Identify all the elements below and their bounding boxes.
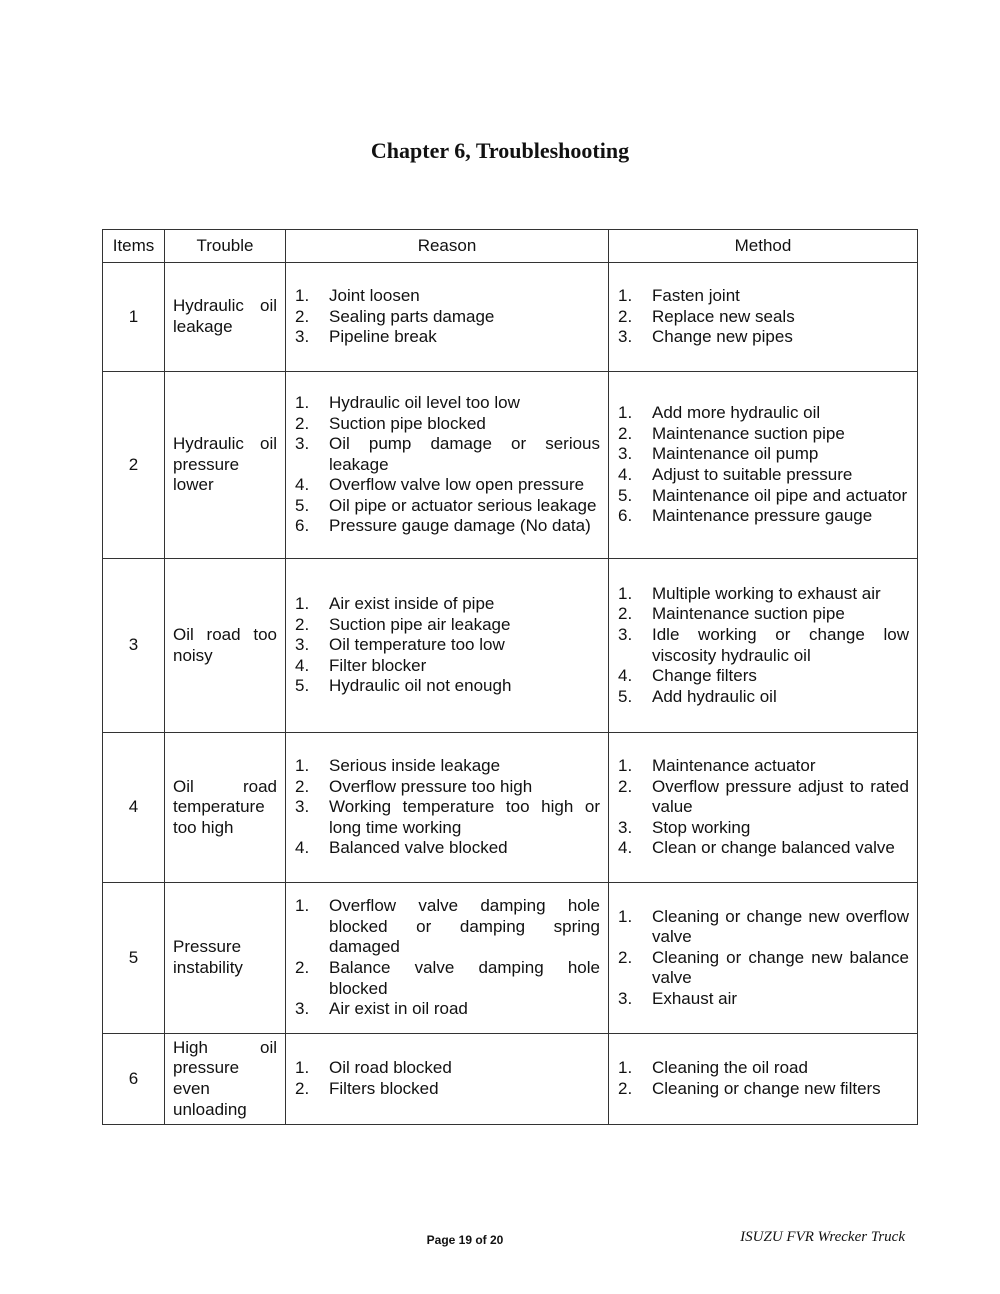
list-number: 5. — [618, 686, 633, 706]
method-list — [618, 1058, 909, 1099]
list-text: Cleaning the oil road — [652, 1058, 808, 1078]
footer-brand: ISUZU FVR Wrecker Truck — [740, 1229, 905, 1245]
list-number: 2. — [295, 614, 310, 634]
method-item — [618, 777, 909, 818]
reason-cell — [286, 733, 609, 883]
method-list — [618, 584, 909, 708]
table-header-row — [103, 230, 918, 263]
table-row — [103, 883, 918, 1034]
list-number: 5. — [295, 495, 310, 515]
method-item — [618, 989, 909, 1010]
list-text: Add hydraulic oil — [652, 686, 777, 706]
list-text: Maintenance oil pump — [652, 444, 819, 464]
method-list — [618, 907, 909, 1010]
list-text: Suction pipe blocked — [329, 413, 486, 433]
list-text: Suction pipe air leakage — [329, 614, 511, 634]
reason-item — [295, 797, 600, 838]
list-number: 3. — [295, 327, 310, 347]
list-text: Serious inside leakage — [329, 756, 501, 776]
list-text: Joint loosen — [329, 286, 420, 306]
page-title: Chapter 6, Troubleshooting — [370, 138, 630, 163]
table-row — [103, 372, 918, 559]
table-row — [103, 559, 918, 733]
list-number: 3. — [618, 988, 633, 1008]
list-number: 3. — [618, 327, 633, 347]
trouble-description: Hydraulic oil leakage — [165, 263, 286, 372]
item-number: 3 — [103, 559, 165, 733]
list-text: Oil temperature too low — [329, 635, 505, 655]
method-item — [618, 286, 909, 307]
method-cell — [609, 883, 918, 1034]
reason-item — [295, 635, 600, 656]
method-item — [618, 1079, 909, 1100]
method-item — [618, 756, 909, 777]
list-text: Overflow valve damping hole blocked or damping spring damaged — [329, 896, 600, 957]
list-text: Maintenance pressure gauge — [652, 506, 873, 526]
table-row — [103, 263, 918, 372]
list-text: Clean or change balanced valve — [652, 838, 895, 858]
list-number: 1. — [295, 896, 310, 916]
list-text: Air exist inside of pipe — [329, 594, 495, 614]
list-number: 2. — [295, 306, 310, 326]
list-text: Hydraulic oil not enough — [329, 676, 512, 696]
item-number: 6 — [103, 1034, 165, 1125]
trouble-description: Pressure instability — [165, 883, 286, 1034]
list-number: 3. — [295, 999, 310, 1019]
list-number: 1. — [295, 392, 310, 412]
reason-item — [295, 475, 600, 496]
reason-item — [295, 656, 600, 677]
method-item — [618, 625, 909, 666]
list-number: 2. — [295, 1079, 310, 1098]
list-text: Filters blocked — [329, 1079, 439, 1098]
list-text: Pipeline break — [329, 327, 437, 347]
trouble-description: Oil road too noisy — [165, 559, 286, 733]
reason-cell — [286, 263, 609, 372]
method-item — [618, 948, 909, 989]
method-item — [618, 403, 909, 424]
list-text: Cleaning or change new balance valve — [652, 947, 909, 988]
list-number: 4. — [295, 475, 310, 495]
method-item — [618, 307, 909, 328]
method-item — [618, 486, 909, 507]
list-text: Balanced valve blocked — [329, 838, 508, 858]
table-row — [103, 1034, 918, 1125]
list-text: Maintenance oil pipe and actuator — [652, 485, 908, 505]
reason-item — [295, 594, 600, 615]
method-cell — [609, 733, 918, 883]
list-number: 2. — [618, 776, 633, 796]
list-number: 1. — [618, 286, 633, 306]
method-item — [618, 584, 909, 605]
reason-cell — [286, 372, 609, 559]
list-number: 4. — [295, 838, 310, 858]
page-number: Page 19 of 20 — [426, 1233, 504, 1247]
table-body — [103, 263, 918, 1125]
reason-item — [295, 999, 600, 1020]
header-method: Method — [609, 230, 918, 263]
list-text: Filter blocker — [329, 655, 427, 675]
item-number: 4 — [103, 733, 165, 883]
list-text: Replace new seals — [652, 306, 795, 326]
list-number: 3. — [295, 797, 310, 817]
list-text: Adjust to suitable pressure — [652, 465, 853, 484]
list-number: 6. — [618, 506, 633, 526]
list-number: 2. — [618, 947, 633, 967]
reason-item — [295, 896, 600, 958]
list-number: 2. — [618, 306, 633, 326]
item-number: 2 — [103, 372, 165, 559]
method-cell — [609, 1034, 918, 1125]
list-text: Air exist in oil road — [329, 999, 468, 1019]
list-number: 3. — [295, 635, 310, 655]
list-number: 3. — [295, 434, 310, 454]
reason-item — [295, 1079, 600, 1100]
list-number: 1. — [295, 594, 310, 614]
list-number: 1. — [618, 756, 633, 776]
list-number: 2. — [618, 423, 633, 443]
reason-item — [295, 307, 600, 328]
trouble-description: High oil pressure even unloading — [165, 1034, 286, 1125]
list-number: 5. — [295, 676, 310, 696]
list-text: Oil pump damage or serious leakage — [329, 434, 600, 474]
list-number: 4. — [618, 838, 633, 858]
method-cell — [609, 559, 918, 733]
list-text: Fasten joint — [652, 286, 740, 306]
list-number: 3. — [618, 444, 633, 464]
list-number: 2. — [295, 776, 310, 796]
method-item — [618, 666, 909, 687]
method-item — [618, 1058, 909, 1079]
list-text: Hydraulic oil level too low — [329, 392, 520, 412]
method-item — [618, 838, 909, 859]
list-number: 1. — [618, 906, 633, 926]
method-item — [618, 818, 909, 839]
reason-item — [295, 756, 600, 777]
list-text: Oil pipe or actuator serious leakage — [329, 495, 597, 515]
list-text: Cleaning or change new filters — [652, 1079, 881, 1098]
list-text: Change filters — [652, 666, 757, 686]
reason-list — [295, 896, 600, 1020]
reason-item — [295, 327, 600, 348]
method-item — [618, 465, 909, 486]
list-text: Maintenance actuator — [652, 756, 816, 776]
reason-item — [295, 676, 600, 697]
list-number: 2. — [618, 604, 633, 624]
reason-list — [295, 393, 600, 537]
list-number: 4. — [618, 666, 633, 686]
list-number: 3. — [618, 624, 633, 644]
list-number: 1. — [295, 286, 310, 306]
list-number: 6. — [295, 516, 310, 536]
reason-item — [295, 496, 600, 517]
method-cell — [609, 372, 918, 559]
method-list — [618, 756, 909, 859]
list-text: Oil road blocked — [329, 1058, 452, 1078]
list-text: Idle working or change low viscosity hydraulic oil — [652, 624, 909, 665]
list-text: Overflow valve low open pressure — [329, 475, 585, 495]
reason-item — [295, 414, 600, 435]
method-item — [618, 506, 909, 527]
list-number: 2. — [618, 1079, 633, 1098]
list-number: 5. — [618, 485, 633, 505]
table-row — [103, 733, 918, 883]
list-number: 2. — [295, 958, 310, 977]
item-number: 5 — [103, 883, 165, 1034]
item-number: 1 — [103, 263, 165, 372]
list-text: Multiple working to exhaust air — [652, 583, 881, 603]
method-item — [618, 907, 909, 948]
reason-item — [295, 958, 600, 999]
list-number: 1. — [618, 403, 633, 423]
method-cell — [609, 263, 918, 372]
reason-item — [295, 516, 600, 537]
header-reason: Reason — [286, 230, 609, 263]
list-text: Maintenance suction pipe — [652, 423, 845, 443]
list-text: Overflow pressure adjust to rated value — [652, 776, 909, 817]
list-text: Maintenance suction pipe — [652, 604, 845, 624]
list-number: 4. — [618, 465, 633, 484]
reason-list — [295, 286, 600, 348]
reason-item — [295, 286, 600, 307]
trouble-description: Hydraulic oil pressure lower — [165, 372, 286, 559]
trouble-description: Oil road temperature too high — [165, 733, 286, 883]
list-text: Working temperature too high or long time working — [329, 797, 600, 837]
header-trouble: Trouble — [165, 230, 286, 263]
reason-item — [295, 1058, 600, 1079]
reason-item — [295, 393, 600, 414]
list-text: Sealing parts damage — [329, 306, 495, 326]
list-number: 3. — [618, 817, 633, 837]
method-item — [618, 424, 909, 445]
list-text: Cleaning or change new overflow valve — [652, 906, 909, 947]
method-item — [618, 444, 909, 465]
reason-list — [295, 756, 600, 859]
list-number: 4. — [295, 655, 310, 675]
reason-item — [295, 777, 600, 798]
method-list — [618, 403, 909, 527]
list-text: Overflow pressure too high — [329, 776, 533, 796]
reason-list — [295, 594, 600, 697]
list-number: 1. — [618, 583, 633, 603]
method-list — [618, 286, 909, 348]
reason-list — [295, 1058, 600, 1099]
troubleshooting-table — [102, 229, 918, 1125]
list-number: 1. — [618, 1058, 633, 1078]
reason-item — [295, 434, 600, 475]
list-text: Pressure gauge damage (No data) — [329, 516, 591, 536]
method-item — [618, 687, 909, 708]
list-text: Balance valve damping hole blocked — [329, 958, 600, 998]
reason-cell — [286, 559, 609, 733]
reason-cell — [286, 1034, 609, 1125]
method-item — [618, 604, 909, 625]
list-number: 2. — [295, 413, 310, 433]
list-text: Exhaust air — [652, 988, 738, 1008]
list-text: Change new pipes — [652, 327, 793, 347]
reason-item — [295, 838, 600, 859]
header-items: Items — [103, 230, 165, 263]
method-item — [618, 327, 909, 348]
list-text: Add more hydraulic oil — [652, 403, 821, 423]
reason-item — [295, 615, 600, 636]
list-number: 1. — [295, 756, 310, 776]
list-text: Stop working — [652, 817, 751, 837]
list-number: 1. — [295, 1058, 310, 1078]
reason-cell — [286, 883, 609, 1034]
